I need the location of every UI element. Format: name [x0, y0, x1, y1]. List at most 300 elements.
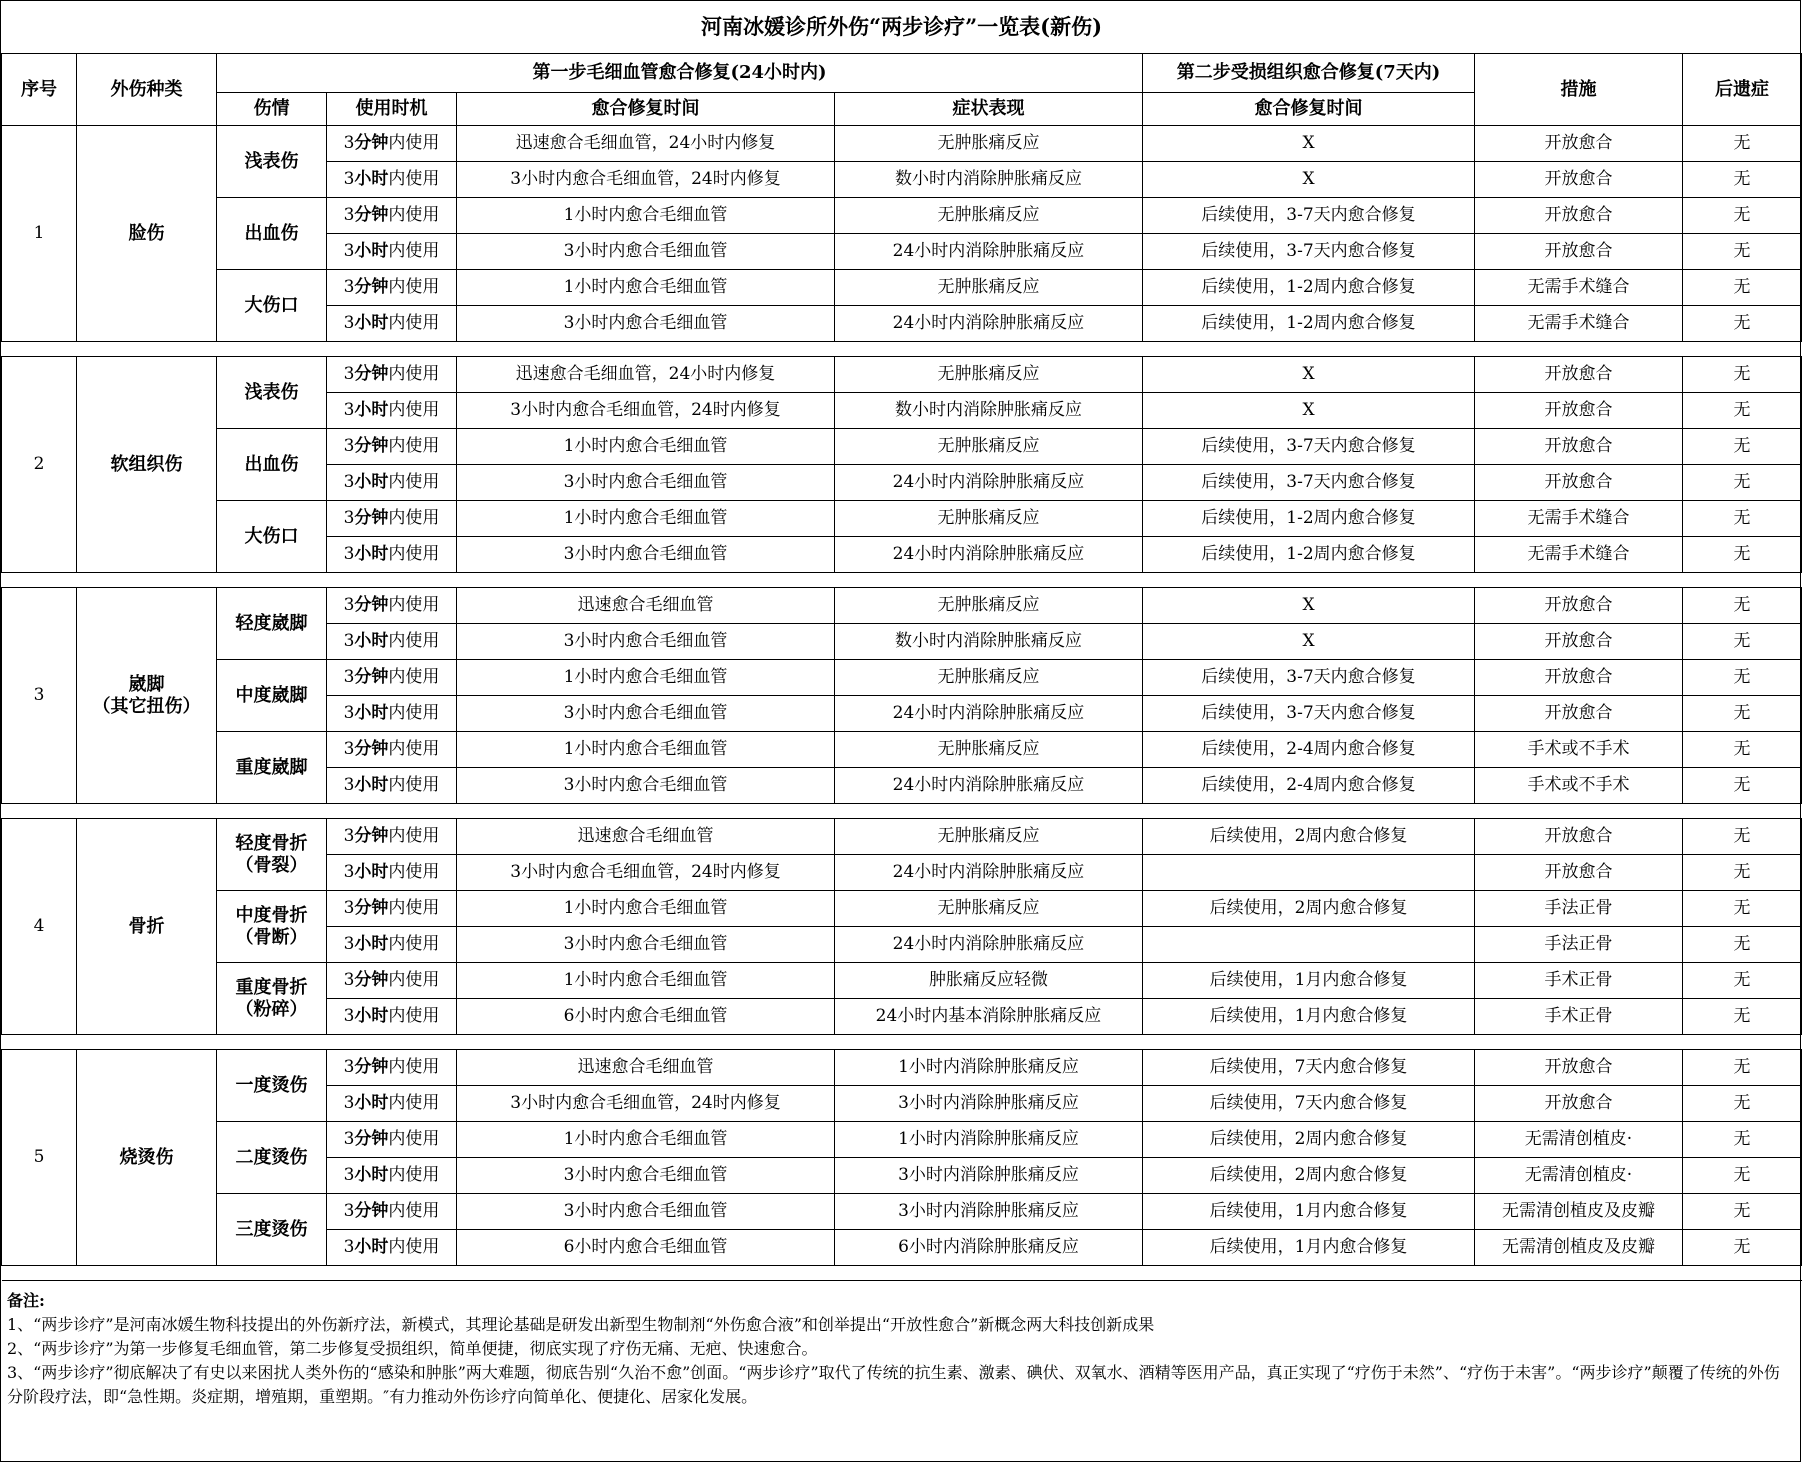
row-timing: [327, 819, 457, 855]
header-type: 外伤种类: [77, 54, 217, 126]
timing-number: 3: [343, 205, 355, 226]
row-timing: [327, 1050, 457, 1086]
timing-unit: 分钟: [354, 595, 389, 616]
timing-unit: 分钟: [354, 436, 389, 457]
timing-rest: 内使用: [388, 1057, 440, 1078]
row-heal-time: 1小时内愈合毛细血管: [457, 501, 835, 537]
row-measure: 开放愈合: [1475, 1086, 1683, 1122]
timing-number: 3: [343, 826, 355, 847]
timing-rest: 内使用: [388, 775, 440, 796]
timing-rest: 内使用: [388, 826, 440, 847]
row-symptom: 无肿胀痛反应: [835, 198, 1143, 234]
row-sequela: 无: [1683, 1158, 1802, 1194]
row-measure: 开放愈合: [1475, 819, 1683, 855]
row-sequela: 无: [1683, 963, 1802, 999]
row-step2-heal: X: [1143, 357, 1475, 393]
row-sequela: 无: [1683, 588, 1802, 624]
table-row: [2, 1194, 1802, 1230]
row-sequela: 无: [1683, 465, 1802, 501]
row-heal-time: 6小时内愈合毛细血管: [457, 1230, 835, 1266]
timing-rest: 内使用: [388, 133, 440, 154]
table-row: [2, 1122, 1802, 1158]
row-heal-time: 迅速愈合毛细血管: [457, 588, 835, 624]
timing-rest: 内使用: [388, 703, 440, 724]
timing-rest: 内使用: [388, 595, 440, 616]
timing-unit: 小时: [354, 169, 389, 190]
row-timing: [327, 891, 457, 927]
header-measure: 措施: [1475, 54, 1683, 126]
timing-rest: 内使用: [388, 862, 440, 883]
row-injury-severity: 出血伤: [217, 429, 327, 501]
row-measure: 无需清创植皮·: [1475, 1122, 1683, 1158]
row-injury-severity: 三度烫伤: [217, 1194, 327, 1266]
row-sequela: 无: [1683, 306, 1802, 342]
row-heal-time: 3小时内愈合毛细血管: [457, 306, 835, 342]
row-timing: [327, 1230, 457, 1266]
row-symptom: 1小时内消除肿胀痛反应: [835, 1122, 1143, 1158]
table-row: [2, 270, 1802, 306]
row-injury-type: 脸伤: [77, 126, 217, 342]
row-measure: 开放愈合: [1475, 1050, 1683, 1086]
timing-number: 3: [343, 1057, 355, 1078]
timing-number: 3: [343, 970, 355, 991]
row-timing: [327, 162, 457, 198]
row-step2-heal: X: [1143, 624, 1475, 660]
row-timing: [327, 537, 457, 573]
row-symptom: 6小时内消除肿胀痛反应: [835, 1230, 1143, 1266]
timing-rest: 内使用: [388, 667, 440, 688]
row-seq: 2: [2, 357, 77, 573]
row-step2-heal: 后续使用，2周内愈合修复: [1143, 891, 1475, 927]
row-symptom: 无肿胀痛反应: [835, 501, 1143, 537]
row-sequela: 无: [1683, 768, 1802, 804]
row-injury-severity: 出血伤: [217, 198, 327, 270]
timing-number: 3: [343, 862, 355, 883]
row-symptom: 无肿胀痛反应: [835, 891, 1143, 927]
row-measure: 手术或不手术: [1475, 768, 1683, 804]
row-timing: [327, 393, 457, 429]
timing-unit: 小时: [354, 544, 389, 565]
header-timing: 使用时机: [327, 93, 457, 126]
row-timing: [327, 126, 457, 162]
header-injury: 伤情: [217, 93, 327, 126]
row-heal-time: 3小时内愈合毛细血管: [457, 1194, 835, 1230]
timing-unit: 小时: [354, 631, 389, 652]
group-spacer: [2, 1266, 1802, 1281]
row-measure: 开放愈合: [1475, 234, 1683, 270]
row-heal-time: 迅速愈合毛细血管，24小时内修复: [457, 126, 835, 162]
row-step2-heal: 后续使用，2周内愈合修复: [1143, 1122, 1475, 1158]
row-measure: 开放愈合: [1475, 126, 1683, 162]
timing-unit: 小时: [354, 241, 389, 262]
timing-rest: 内使用: [388, 544, 440, 565]
row-symptom: 24小时内消除肿胀痛反应: [835, 696, 1143, 732]
row-timing: [327, 1122, 457, 1158]
row-measure: 开放愈合: [1475, 696, 1683, 732]
row-seq: 5: [2, 1050, 77, 1266]
row-injury-severity: 二度烫伤: [217, 1122, 327, 1194]
timing-unit: 分钟: [354, 667, 389, 688]
timing-unit: 小时: [354, 934, 389, 955]
row-measure: 手法正骨: [1475, 891, 1683, 927]
row-measure: 手术正骨: [1475, 963, 1683, 999]
row-sequela: 无: [1683, 537, 1802, 573]
row-symptom: 24小时内消除肿胀痛反应: [835, 465, 1143, 501]
timing-rest: 内使用: [388, 169, 440, 190]
table-title: 河南冰媛诊所外伤“两步诊疗”一览表(新伤): [2, 1, 1802, 54]
row-measure: 手法正骨: [1475, 927, 1683, 963]
row-heal-time: 1小时内愈合毛细血管: [457, 1122, 835, 1158]
row-measure: 无需手术缝合: [1475, 501, 1683, 537]
table-row: [2, 588, 1802, 624]
timing-unit: 小时: [354, 862, 389, 883]
row-timing: [327, 732, 457, 768]
timing-number: 3: [343, 133, 355, 154]
timing-number: 3: [343, 472, 355, 493]
timing-rest: 内使用: [388, 898, 440, 919]
timing-number: 3: [343, 1129, 355, 1150]
row-injury-type: 崴脚 （其它扭伤）: [77, 588, 217, 804]
row-step2-heal: 后续使用，2-4周内愈合修复: [1143, 732, 1475, 768]
header-sequela: 后遗症: [1683, 54, 1802, 126]
row-step2-heal: 后续使用，3-7天内愈合修复: [1143, 234, 1475, 270]
row-sequela: 无: [1683, 891, 1802, 927]
row-measure: 无需手术缝合: [1475, 537, 1683, 573]
timing-unit: 小时: [354, 1006, 389, 1027]
header-step2: 第二步受损组织愈合修复(7天内): [1143, 54, 1475, 93]
row-step2-heal: X: [1143, 393, 1475, 429]
note-item-3: 3、“两步诊疗”彻底解决了有史以来困扰人类外伤的“感染和肿胀”两大难题，彻底告别“久治不愈”创面。“两步诊疗”取代了传统的抗生素、激素、碘伏、双氧水、酒精等医用产品，真正实现了“疗伤于未然”、“疗伤于未害”。“两步诊疗”颠覆了传统的外伤分阶段疗法，即“急性期。炎症期，增殖期，重塑期。″有力推动外伤诊疗向简单化、便捷化、居家化发展。: [7, 1363, 1780, 1406]
row-heal-time: 1小时内愈合毛细血管: [457, 660, 835, 696]
row-step2-heal: 后续使用，1-2周内愈合修复: [1143, 501, 1475, 537]
row-sequela: 无: [1683, 660, 1802, 696]
row-heal-time: 1小时内愈合毛细血管: [457, 891, 835, 927]
row-symptom: 无肿胀痛反应: [835, 357, 1143, 393]
row-timing: [327, 927, 457, 963]
row-heal-time: 3小时内愈合毛细血管: [457, 624, 835, 660]
timing-unit: 分钟: [354, 1129, 389, 1150]
row-step2-heal: 后续使用，1-2周内愈合修复: [1143, 270, 1475, 306]
timing-unit: 分钟: [354, 364, 389, 385]
row-symptom: 无肿胀痛反应: [835, 660, 1143, 696]
timing-number: 3: [343, 313, 355, 334]
timing-rest: 内使用: [388, 1165, 440, 1186]
row-timing: [327, 624, 457, 660]
table-row: [2, 819, 1802, 855]
row-timing: [327, 660, 457, 696]
row-heal-time: 3小时内愈合毛细血管: [457, 927, 835, 963]
row-injury-severity: 一度烫伤: [217, 1050, 327, 1122]
row-step2-heal: 后续使用，1月内愈合修复: [1143, 1194, 1475, 1230]
row-sequela: 无: [1683, 357, 1802, 393]
row-injury-severity: 中度骨折 （骨断）: [217, 891, 327, 963]
row-timing: [327, 465, 457, 501]
row-measure: 开放愈合: [1475, 465, 1683, 501]
timing-rest: 内使用: [388, 277, 440, 298]
row-measure: 无需手术缝合: [1475, 270, 1683, 306]
row-sequela: 无: [1683, 198, 1802, 234]
table-row: [2, 891, 1802, 927]
table-row: [2, 732, 1802, 768]
row-symptom: 24小时内基本消除肿胀痛反应: [835, 999, 1143, 1035]
row-injury-severity: 大伤口: [217, 501, 327, 573]
timing-number: 3: [343, 631, 355, 652]
timing-rest: 内使用: [388, 934, 440, 955]
timing-number: 3: [343, 775, 355, 796]
note-item-1: 1、“两步诊疗”是河南冰媛生物科技提出的外伤新疗法，新模式，其理论基础是研发出新型生物制剂“外伤愈合液”和创举提出“开放性愈合”新概念两大科技创新成果: [7, 1315, 1155, 1334]
row-measure: 开放愈合: [1475, 162, 1683, 198]
row-timing: [327, 501, 457, 537]
group-spacer: [2, 804, 1802, 819]
timing-unit: 分钟: [354, 277, 389, 298]
row-symptom: 数小时内消除肿胀痛反应: [835, 624, 1143, 660]
row-timing: [327, 429, 457, 465]
row-step2-heal: 后续使用，1-2周内愈合修复: [1143, 306, 1475, 342]
timing-number: 3: [343, 400, 355, 421]
row-heal-time: 3小时内愈合毛细血管，24时内修复: [457, 1086, 835, 1122]
row-injury-type: 烧烫伤: [77, 1050, 217, 1266]
row-sequela: 无: [1683, 1086, 1802, 1122]
table-row: [2, 357, 1802, 393]
row-injury-severity: 中度崴脚: [217, 660, 327, 732]
row-symptom: 无肿胀痛反应: [835, 429, 1143, 465]
timing-rest: 内使用: [388, 970, 440, 991]
timing-unit: 分钟: [354, 1057, 389, 1078]
timing-unit: 小时: [354, 472, 389, 493]
timing-rest: 内使用: [388, 313, 440, 334]
row-step2-heal: X: [1143, 162, 1475, 198]
row-sequela: 无: [1683, 1230, 1802, 1266]
timing-number: 3: [343, 898, 355, 919]
notes-title: 备注:: [7, 1291, 45, 1310]
row-step2-heal: 后续使用，1月内愈合修复: [1143, 999, 1475, 1035]
row-measure: 开放愈合: [1475, 660, 1683, 696]
timing-unit: 分钟: [354, 739, 389, 760]
row-timing: [327, 768, 457, 804]
row-step2-heal: 后续使用，1月内愈合修复: [1143, 963, 1475, 999]
timing-number: 3: [343, 739, 355, 760]
row-heal-time: 3小时内愈合毛细血管: [457, 696, 835, 732]
row-timing: [327, 588, 457, 624]
timing-unit: 小时: [354, 313, 389, 334]
group-spacer: [2, 342, 1802, 357]
row-symptom: 3小时内消除肿胀痛反应: [835, 1158, 1143, 1194]
timing-number: 3: [343, 1165, 355, 1186]
timing-rest: 内使用: [388, 1093, 440, 1114]
row-timing: [327, 198, 457, 234]
timing-rest: 内使用: [388, 1237, 440, 1258]
timing-unit: 小时: [354, 703, 389, 724]
timing-number: 3: [343, 1201, 355, 1222]
row-symptom: 无肿胀痛反应: [835, 126, 1143, 162]
row-sequela: 无: [1683, 927, 1802, 963]
header-symptom: 症状表现: [835, 93, 1143, 126]
row-sequela: 无: [1683, 1194, 1802, 1230]
injury-table: [1, 1, 1802, 1281]
table-row: [2, 660, 1802, 696]
timing-number: 3: [343, 277, 355, 298]
row-step2-heal: 后续使用，1月内愈合修复: [1143, 1230, 1475, 1266]
row-injury-severity: 浅表伤: [217, 357, 327, 429]
row-sequela: 无: [1683, 234, 1802, 270]
row-timing: [327, 306, 457, 342]
row-step2-heal: [1143, 927, 1475, 963]
timing-unit: 分钟: [354, 133, 389, 154]
row-sequela: 无: [1683, 819, 1802, 855]
spacer-cell: [2, 573, 1802, 588]
timing-rest: 内使用: [388, 436, 440, 457]
row-step2-heal: 后续使用，7天内愈合修复: [1143, 1050, 1475, 1086]
row-measure: 开放愈合: [1475, 588, 1683, 624]
timing-rest: 内使用: [388, 1201, 440, 1222]
row-injury-type: 骨折: [77, 819, 217, 1035]
row-injury-severity: 浅表伤: [217, 126, 327, 198]
row-timing: [327, 999, 457, 1035]
row-sequela: 无: [1683, 162, 1802, 198]
timing-unit: 分钟: [354, 205, 389, 226]
row-seq: 4: [2, 819, 77, 1035]
row-symptom: 24小时内消除肿胀痛反应: [835, 234, 1143, 270]
row-sequela: 无: [1683, 126, 1802, 162]
table-row: [2, 126, 1802, 162]
row-heal-time: 3小时内愈合毛细血管: [457, 234, 835, 270]
row-symptom: 无肿胀痛反应: [835, 819, 1143, 855]
timing-unit: 分钟: [354, 970, 389, 991]
row-measure: 手术或不手术: [1475, 732, 1683, 768]
row-timing: [327, 963, 457, 999]
row-heal-time: 迅速愈合毛细血管: [457, 819, 835, 855]
row-symptom: 3小时内消除肿胀痛反应: [835, 1086, 1143, 1122]
row-symptom: 24小时内消除肿胀痛反应: [835, 306, 1143, 342]
timing-unit: 分钟: [354, 508, 389, 529]
note-item-2: 2、“两步诊疗”为第一步修复毛细血管，第二步修复受损组织，简单便捷，彻底实现了疗伤无痛、无疤、快速愈合。: [7, 1339, 818, 1358]
timing-rest: 内使用: [388, 508, 440, 529]
row-timing: [327, 1194, 457, 1230]
spacer-cell: [2, 1266, 1802, 1281]
row-heal-time: 1小时内愈合毛细血管: [457, 198, 835, 234]
timing-number: 3: [343, 703, 355, 724]
row-heal-time: 1小时内愈合毛细血管: [457, 963, 835, 999]
group-spacer: [2, 1035, 1802, 1050]
row-measure: 开放愈合: [1475, 198, 1683, 234]
row-heal-time: 3小时内愈合毛细血管: [457, 1158, 835, 1194]
row-measure: 开放愈合: [1475, 624, 1683, 660]
table-row: [2, 963, 1802, 999]
row-symptom: 无肿胀痛反应: [835, 270, 1143, 306]
row-sequela: 无: [1683, 501, 1802, 537]
header-seq: 序号: [2, 54, 77, 126]
row-heal-time: 3小时内愈合毛细血管，24时内修复: [457, 162, 835, 198]
timing-number: 3: [343, 595, 355, 616]
row-heal-time: 1小时内愈合毛细血管: [457, 732, 835, 768]
row-injury-severity: 轻度崴脚: [217, 588, 327, 660]
table-row: [2, 198, 1802, 234]
timing-number: 3: [343, 544, 355, 565]
timing-unit: 小时: [354, 1237, 389, 1258]
timing-rest: 内使用: [388, 472, 440, 493]
table-row: [2, 1050, 1802, 1086]
row-sequela: 无: [1683, 855, 1802, 891]
spacer-cell: [2, 804, 1802, 819]
row-symptom: 24小时内消除肿胀痛反应: [835, 927, 1143, 963]
row-step2-heal: 后续使用，7天内愈合修复: [1143, 1086, 1475, 1122]
row-injury-severity: 重度骨折 （粉碎）: [217, 963, 327, 1035]
timing-rest: 内使用: [388, 205, 440, 226]
row-symptom: 数小时内消除肿胀痛反应: [835, 393, 1143, 429]
timing-rest: 内使用: [388, 241, 440, 262]
row-heal-time: 6小时内愈合毛细血管: [457, 999, 835, 1035]
row-measure: 无需清创植皮·: [1475, 1158, 1683, 1194]
row-injury-type: 软组织伤: [77, 357, 217, 573]
timing-rest: 内使用: [388, 739, 440, 760]
timing-rest: 内使用: [388, 1129, 440, 1150]
header-heal-time: 愈合修复时间: [457, 93, 835, 126]
row-heal-time: 迅速愈合毛细血管: [457, 1050, 835, 1086]
timing-unit: 小时: [354, 1165, 389, 1186]
timing-number: 3: [343, 508, 355, 529]
timing-rest: 内使用: [388, 364, 440, 385]
row-step2-heal: 后续使用，3-7天内愈合修复: [1143, 429, 1475, 465]
header-heal-time-2: 愈合修复时间: [1143, 93, 1475, 126]
row-symptom: 3小时内消除肿胀痛反应: [835, 1194, 1143, 1230]
row-symptom: 肿胀痛反应轻微: [835, 963, 1143, 999]
row-timing: [327, 357, 457, 393]
spacer-cell: [2, 1035, 1802, 1050]
row-heal-time: 3小时内愈合毛细血管: [457, 768, 835, 804]
timing-unit: 小时: [354, 1093, 389, 1114]
row-step2-heal: 后续使用，2-4周内愈合修复: [1143, 768, 1475, 804]
row-sequela: 无: [1683, 1050, 1802, 1086]
row-timing: [327, 1158, 457, 1194]
row-sequela: 无: [1683, 270, 1802, 306]
row-heal-time: 1小时内愈合毛细血管: [457, 270, 835, 306]
row-sequela: 无: [1683, 999, 1802, 1035]
row-measure: 开放愈合: [1475, 855, 1683, 891]
row-sequela: 无: [1683, 624, 1802, 660]
timing-rest: 内使用: [388, 631, 440, 652]
row-symptom: 24小时内消除肿胀痛反应: [835, 768, 1143, 804]
row-step2-heal: 后续使用，2周内愈合修复: [1143, 1158, 1475, 1194]
row-symptom: 数小时内消除肿胀痛反应: [835, 162, 1143, 198]
row-symptom: 无肿胀痛反应: [835, 588, 1143, 624]
row-step2-heal: 后续使用，3-7天内愈合修复: [1143, 696, 1475, 732]
row-step2-heal: 后续使用，2周内愈合修复: [1143, 819, 1475, 855]
row-heal-time: 3小时内愈合毛细血管: [457, 465, 835, 501]
row-measure: 无需手术缝合: [1475, 306, 1683, 342]
row-injury-severity: 轻度骨折 （骨裂）: [217, 819, 327, 891]
row-heal-time: 3小时内愈合毛细血管: [457, 537, 835, 573]
row-measure: 开放愈合: [1475, 357, 1683, 393]
row-timing: [327, 696, 457, 732]
header-step1: 第一步毛细血管愈合修复(24小时内): [217, 54, 1143, 93]
row-heal-time: 3小时内愈合毛细血管，24时内修复: [457, 855, 835, 891]
row-sequela: 无: [1683, 393, 1802, 429]
row-step2-heal: 后续使用，1-2周内愈合修复: [1143, 537, 1475, 573]
row-seq: 1: [2, 126, 77, 342]
row-sequela: 无: [1683, 1122, 1802, 1158]
row-symptom: 24小时内消除肿胀痛反应: [835, 855, 1143, 891]
row-timing: [327, 855, 457, 891]
row-sequela: 无: [1683, 429, 1802, 465]
row-seq: 3: [2, 588, 77, 804]
timing-unit: 分钟: [354, 898, 389, 919]
row-step2-heal: [1143, 855, 1475, 891]
row-sequela: 无: [1683, 732, 1802, 768]
timing-unit: 小时: [354, 400, 389, 421]
row-injury-severity: 大伤口: [217, 270, 327, 342]
timing-number: 3: [343, 241, 355, 262]
row-symptom: 无肿胀痛反应: [835, 732, 1143, 768]
